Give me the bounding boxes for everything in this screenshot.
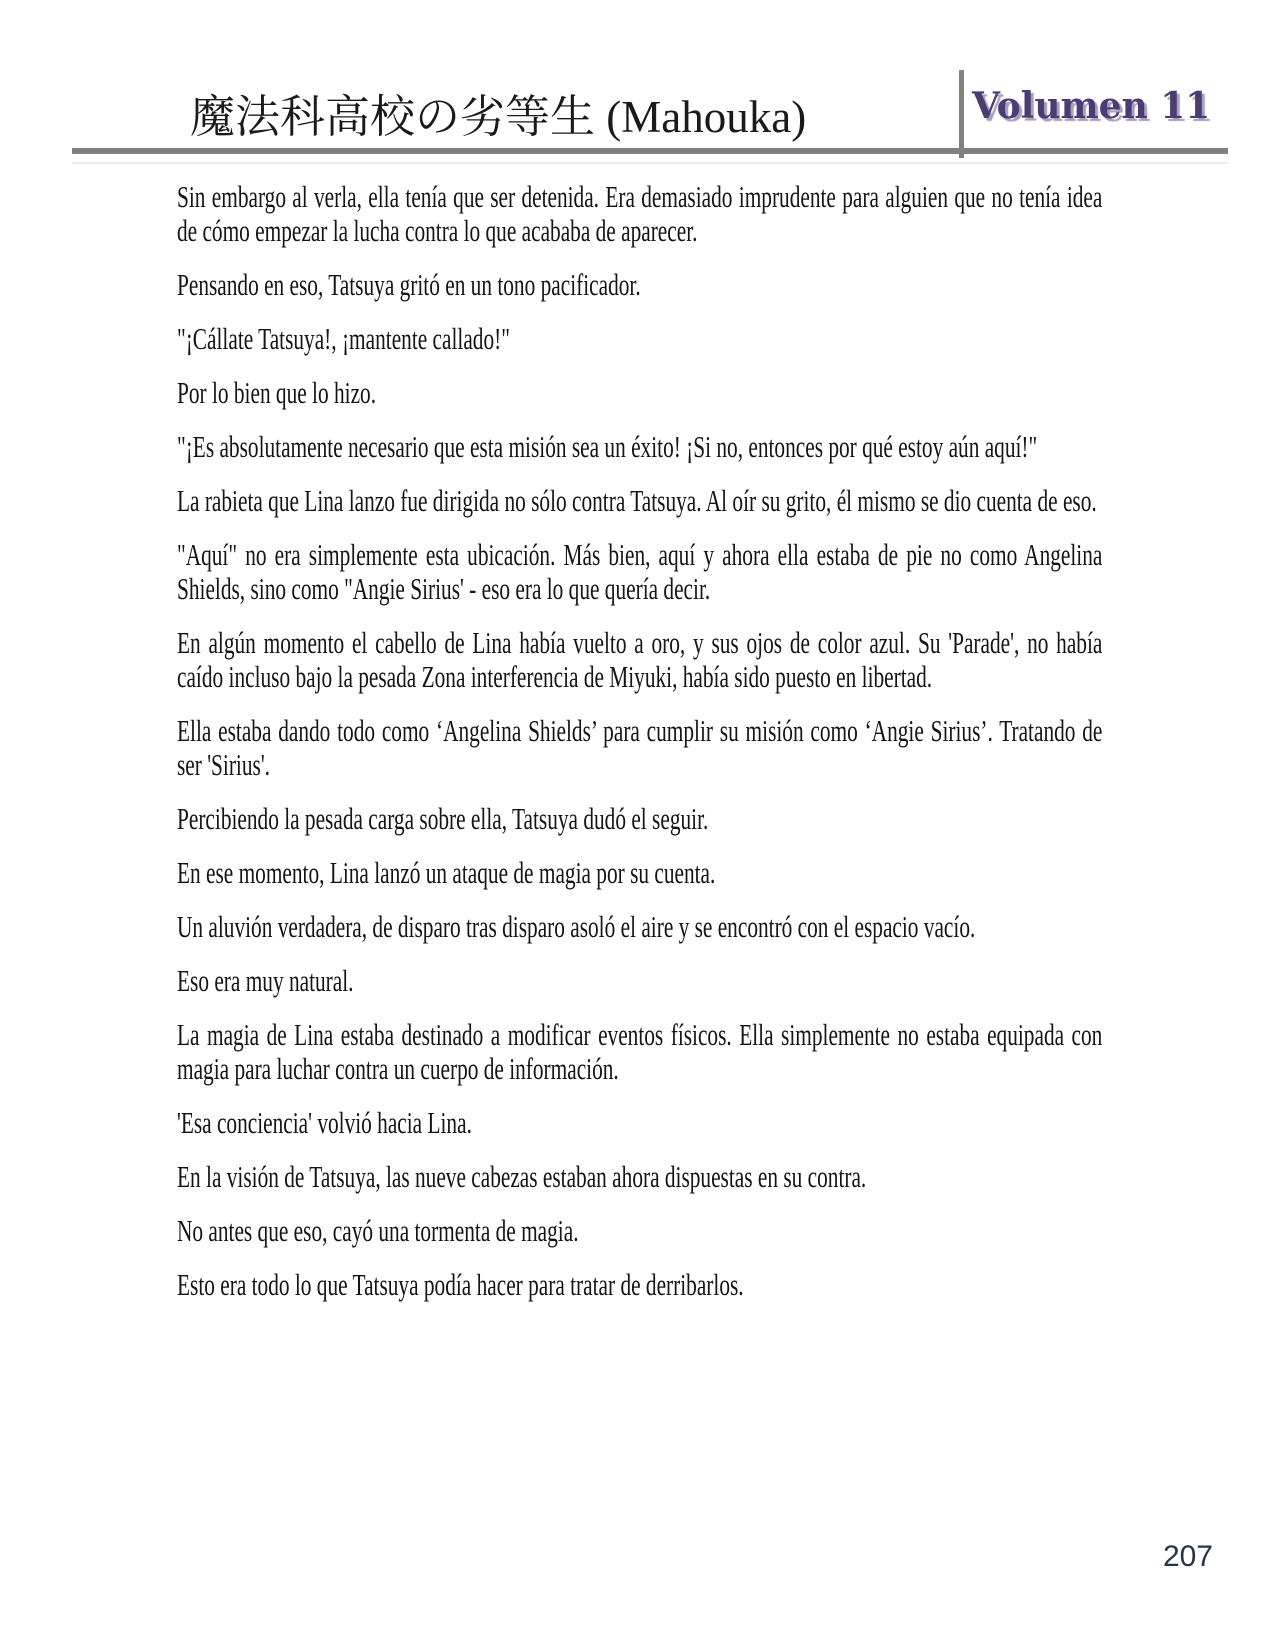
body-paragraph: En algún momento el cabello de Lina había vuelto a oro, y sus ojos de color azul. Su 'Parade', no había caído incluso bajo la pesada Zona interferencia de Miyuki, había sido puesto en libertad. (177, 625, 1103, 694)
page-number: 207 (1162, 1540, 1213, 1573)
book-title: 魔法科高校の劣等生 (Mahouka) (190, 92, 807, 142)
body-text (177, 180, 1102, 1322)
body-paragraph: 'Esa conciencia' volvió hacia Lina. (177, 1105, 472, 1140)
body-paragraph: La rabieta que Lina lanzo fue dirigida no sólo contra Tatsuya. Al oír su grito, él mismo se dio cuenta de eso. (177, 483, 1097, 518)
volume-label: Volumen 11 (972, 85, 1211, 127)
body-paragraph: Por lo bien que lo hizo. (177, 375, 377, 410)
body-paragraph: "¡Cállate Tatsuya!, ¡mantente callado!" (177, 321, 510, 356)
body-paragraph: "¡Es absolutamente necesario que esta misión sea un éxito! ¡Si no, entonces por qué estoy aún aquí!" (177, 429, 1038, 464)
header-rule (72, 148, 1228, 154)
header-divider-bar (959, 70, 964, 158)
body-paragraph: La magia de Lina estaba destinado a modificar eventos físicos. Ella simplemente no estaba equipada con magia para luchar contra un cuerpo de información. (177, 1017, 1103, 1086)
body-paragraph: "Aquí" no era simplemente esta ubicación. Más bien, aquí y ahora ella estaba de pie no como Angelina Shields, sino como "Angie Sirius' - eso era lo que quería decir. (177, 537, 1103, 606)
body-paragraph: En ese momento, Lina lanzó un ataque de magia por su cuenta. (177, 855, 716, 890)
body-paragraph: En la visión de Tatsuya, las nueve cabezas estaban ahora dispuestas en su contra. (177, 1159, 867, 1194)
body-paragraph: Sin embargo al verla, ella tenía que ser detenida. Era demasiado imprudente para alguien que no tenía idea de cómo empezar la lucha contra lo que acababa de aparecer. (177, 179, 1103, 248)
body-paragraph: Esto era todo lo que Tatsuya podía hacer para tratar de derribarlos. (177, 1267, 744, 1302)
body-paragraph: Ella estaba dando todo como ‘Angelina Shields’ para cumplir su misión como ‘Angie Sirius’. Tratando de ser 'Sirius'. (177, 713, 1103, 782)
body-paragraph: Eso era muy natural. (177, 963, 354, 998)
body-paragraph: Pensando en eso, Tatsuya gritó en un tono pacificador. (177, 267, 641, 302)
body-paragraph: Un aluvión verdadera, de disparo tras disparo asoló el aire y se encontró con el espacio vacío. (177, 909, 976, 944)
header-rule-shadow (72, 162, 1228, 164)
body-paragraph: Percibiendo la pesada carga sobre ella, Tatsuya dudó el seguir. (177, 801, 709, 836)
body-paragraph: No antes que eso, cayó una tormenta de magia. (177, 1213, 579, 1248)
